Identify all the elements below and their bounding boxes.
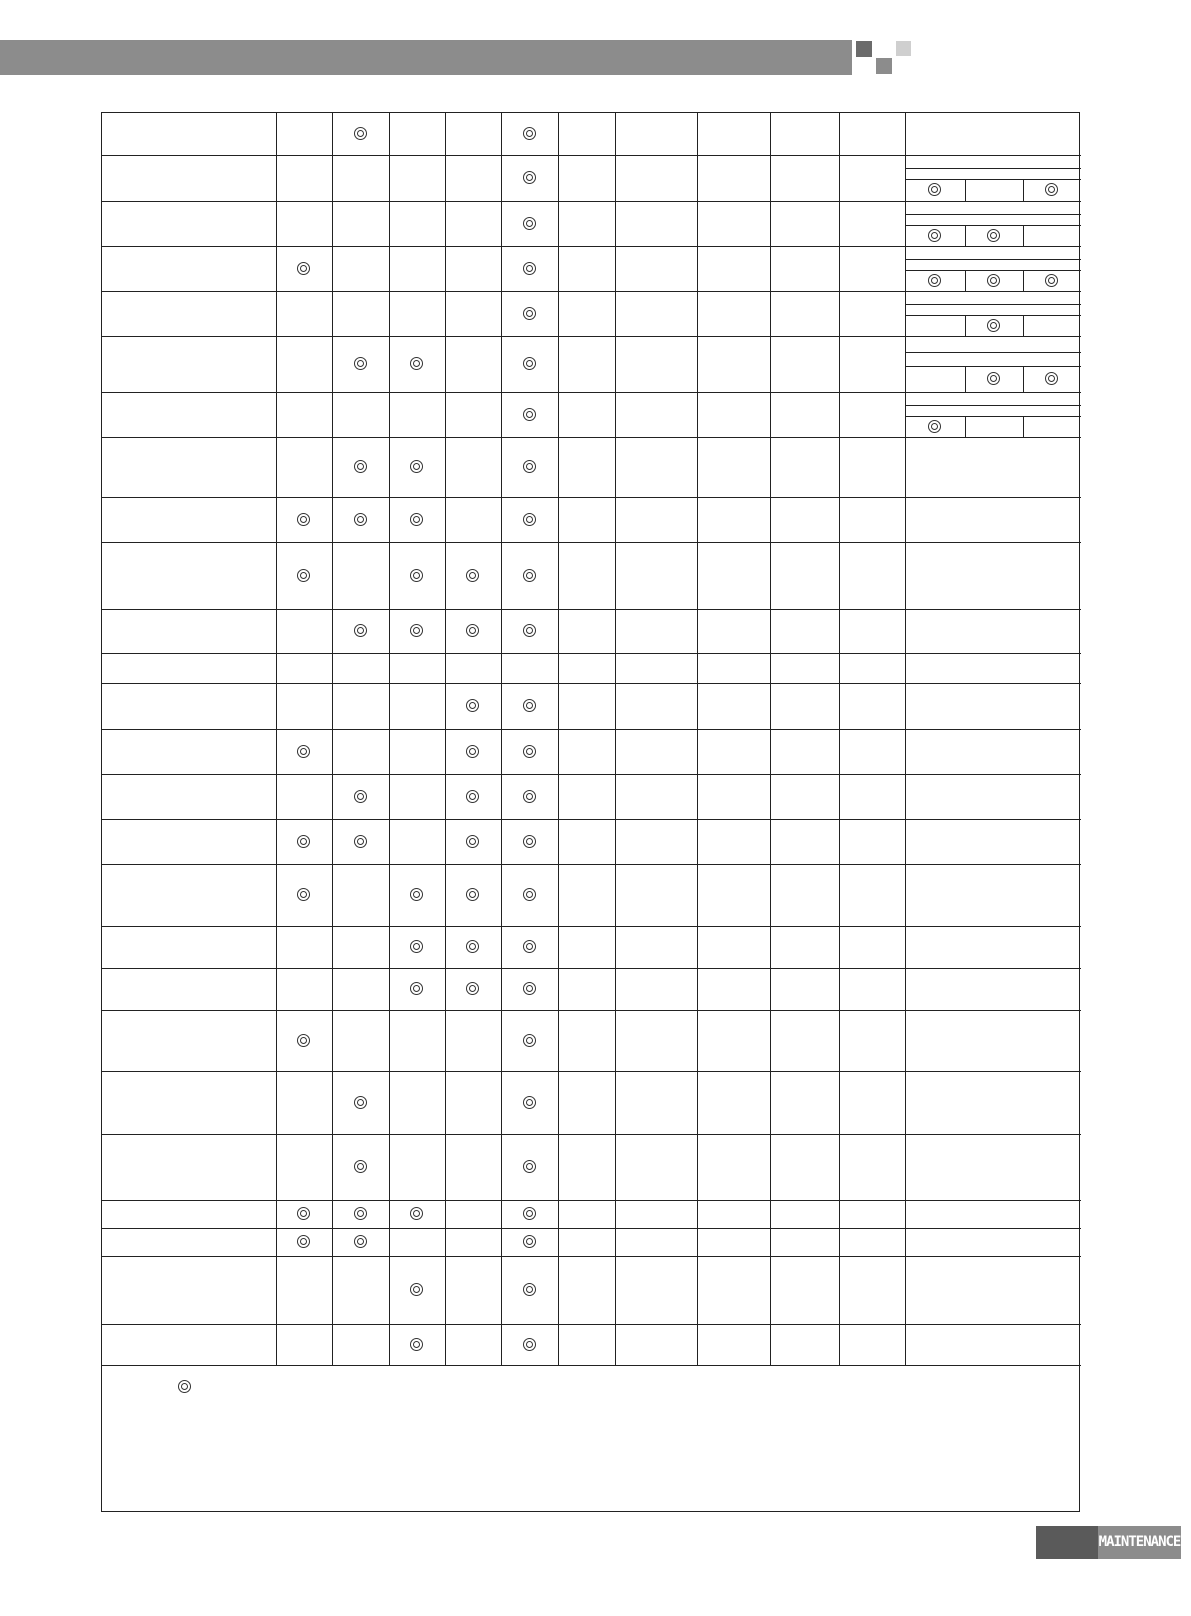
- subcell-column-divider: [965, 315, 966, 336]
- subcell-divider: [905, 168, 1081, 169]
- subcell-column-divider: [965, 366, 966, 392]
- column-divider: [839, 113, 840, 1365]
- circle-mark: [523, 460, 536, 473]
- circle-mark: [523, 408, 536, 421]
- circle-mark: [354, 460, 367, 473]
- circle-mark: [1045, 183, 1058, 196]
- circle-mark: [410, 1338, 423, 1351]
- circle-mark: [410, 982, 423, 995]
- row-divider: [102, 968, 1081, 969]
- row-divider: [102, 1010, 1081, 1011]
- circle-mark: [523, 127, 536, 140]
- row-divider: [102, 291, 1081, 292]
- subcell-column-divider: [965, 416, 966, 437]
- circle-mark: [987, 319, 1000, 332]
- row-divider: [102, 653, 1081, 654]
- subcell-divider: [905, 225, 1081, 226]
- header-square-mid: [876, 58, 892, 74]
- circle-mark: [1045, 274, 1058, 287]
- circle-mark: [354, 357, 367, 370]
- circle-mark: [928, 274, 941, 287]
- circle-mark: [297, 1034, 310, 1047]
- header-square-light: [896, 41, 911, 56]
- circle-mark: [987, 274, 1000, 287]
- circle-mark: [297, 888, 310, 901]
- header-bar: [0, 40, 852, 75]
- circle-mark: [410, 1283, 423, 1296]
- circle-mark: [297, 569, 310, 582]
- row-divider: [102, 246, 1081, 247]
- subcell-column-divider: [1023, 225, 1024, 246]
- row-divider: [102, 1324, 1081, 1325]
- circle-mark: [523, 1338, 536, 1351]
- subcell-divider: [905, 405, 1081, 406]
- circle-mark: [523, 357, 536, 370]
- circle-mark: [928, 420, 941, 433]
- subcell-column-divider: [1023, 179, 1024, 201]
- circle-mark: [466, 835, 479, 848]
- subcell-divider: [905, 315, 1081, 316]
- circle-mark: [354, 513, 367, 526]
- circle-mark: [466, 569, 479, 582]
- subcell-column-divider: [965, 270, 966, 291]
- circle-mark: [297, 1207, 310, 1220]
- column-divider: [332, 113, 333, 1365]
- column-divider: [558, 113, 559, 1365]
- subcell-column-divider: [965, 179, 966, 201]
- circle-mark: [466, 790, 479, 803]
- row-divider: [102, 1200, 1081, 1201]
- circle-mark: [523, 307, 536, 320]
- subcell-column-divider: [1023, 315, 1024, 336]
- circle-mark: [523, 982, 536, 995]
- column-divider: [389, 113, 390, 1365]
- circle-mark: [466, 745, 479, 758]
- row-divider: [102, 1228, 1081, 1229]
- circle-mark: [523, 940, 536, 953]
- circle-mark: [523, 1283, 536, 1296]
- row-divider: [102, 926, 1081, 927]
- circle-mark: [297, 745, 310, 758]
- subcell-divider: [905, 366, 1081, 367]
- circle-mark: [354, 624, 367, 637]
- circle-mark: [523, 1034, 536, 1047]
- circle-mark: [466, 940, 479, 953]
- row-divider: [102, 155, 1081, 156]
- circle-mark: [987, 229, 1000, 242]
- row-divider: [102, 683, 1081, 684]
- circle-mark: [410, 357, 423, 370]
- column-divider: [697, 113, 698, 1365]
- circle-mark: [410, 460, 423, 473]
- circle-mark: [410, 1207, 423, 1220]
- legend-circle-mark: [178, 1380, 191, 1393]
- row-divider: [102, 864, 1081, 865]
- subcell-column-divider: [965, 225, 966, 246]
- row-divider: [102, 609, 1081, 610]
- circle-mark: [523, 745, 536, 758]
- circle-mark: [523, 624, 536, 637]
- row-divider: [102, 1256, 1081, 1257]
- circle-mark: [297, 835, 310, 848]
- subcell-divider: [905, 214, 1081, 215]
- column-divider: [276, 113, 277, 1365]
- circle-mark: [410, 513, 423, 526]
- row-divider: [102, 774, 1081, 775]
- circle-mark: [987, 372, 1000, 385]
- circle-mark: [523, 790, 536, 803]
- column-divider: [501, 113, 502, 1365]
- row-divider: [102, 819, 1081, 820]
- circle-mark: [523, 217, 536, 230]
- column-divider: [905, 113, 906, 1365]
- row-divider: [102, 542, 1081, 543]
- circle-mark: [297, 262, 310, 275]
- circle-mark: [466, 888, 479, 901]
- circle-mark: [466, 699, 479, 712]
- circle-mark: [466, 624, 479, 637]
- row-divider: [102, 729, 1081, 730]
- row-divider: [102, 1365, 1081, 1366]
- row-divider: [102, 201, 1081, 202]
- circle-mark: [523, 171, 536, 184]
- row-divider: [102, 1071, 1081, 1072]
- circle-mark: [523, 1207, 536, 1220]
- column-divider: [445, 113, 446, 1365]
- circle-mark: [354, 1207, 367, 1220]
- header-square-dark: [856, 41, 872, 57]
- circle-mark: [523, 699, 536, 712]
- circle-mark: [523, 1235, 536, 1248]
- circle-mark: [354, 835, 367, 848]
- subcell-divider: [905, 259, 1081, 260]
- circle-mark: [297, 513, 310, 526]
- subcell-divider: [905, 352, 1081, 353]
- footer-tab: [1036, 1526, 1181, 1559]
- circle-mark: [1045, 372, 1058, 385]
- circle-mark: [466, 982, 479, 995]
- circle-mark: [523, 513, 536, 526]
- circle-mark: [410, 624, 423, 637]
- circle-mark: [354, 1096, 367, 1109]
- footer-tab-dark: [1036, 1526, 1098, 1559]
- subcell-column-divider: [1023, 270, 1024, 291]
- circle-mark: [523, 888, 536, 901]
- circle-mark: [354, 1235, 367, 1248]
- circle-mark: [928, 229, 941, 242]
- subcell-column-divider: [1023, 366, 1024, 392]
- circle-mark: [523, 262, 536, 275]
- subcell-column-divider: [1023, 416, 1024, 437]
- subcell-divider: [905, 270, 1081, 271]
- circle-mark: [928, 183, 941, 196]
- circle-mark: [523, 1160, 536, 1173]
- circle-mark: [354, 127, 367, 140]
- subcell-divider: [905, 416, 1081, 417]
- row-divider: [102, 1134, 1081, 1135]
- column-divider: [615, 113, 616, 1365]
- circle-mark: [354, 1160, 367, 1173]
- subcell-divider: [905, 304, 1081, 305]
- row-divider: [102, 336, 1081, 337]
- footer-section-label: MAINTENANCE: [1098, 1526, 1181, 1559]
- circle-mark: [523, 1096, 536, 1109]
- row-divider: [102, 497, 1081, 498]
- maintenance-table: [101, 112, 1080, 1512]
- circle-mark: [410, 569, 423, 582]
- circle-mark: [354, 790, 367, 803]
- row-divider: [102, 437, 1081, 438]
- row-divider: [102, 392, 1081, 393]
- circle-mark: [297, 1235, 310, 1248]
- circle-mark: [410, 940, 423, 953]
- circle-mark: [410, 888, 423, 901]
- circle-mark: [523, 835, 536, 848]
- subcell-divider: [905, 179, 1081, 180]
- circle-mark: [523, 569, 536, 582]
- column-divider: [770, 113, 771, 1365]
